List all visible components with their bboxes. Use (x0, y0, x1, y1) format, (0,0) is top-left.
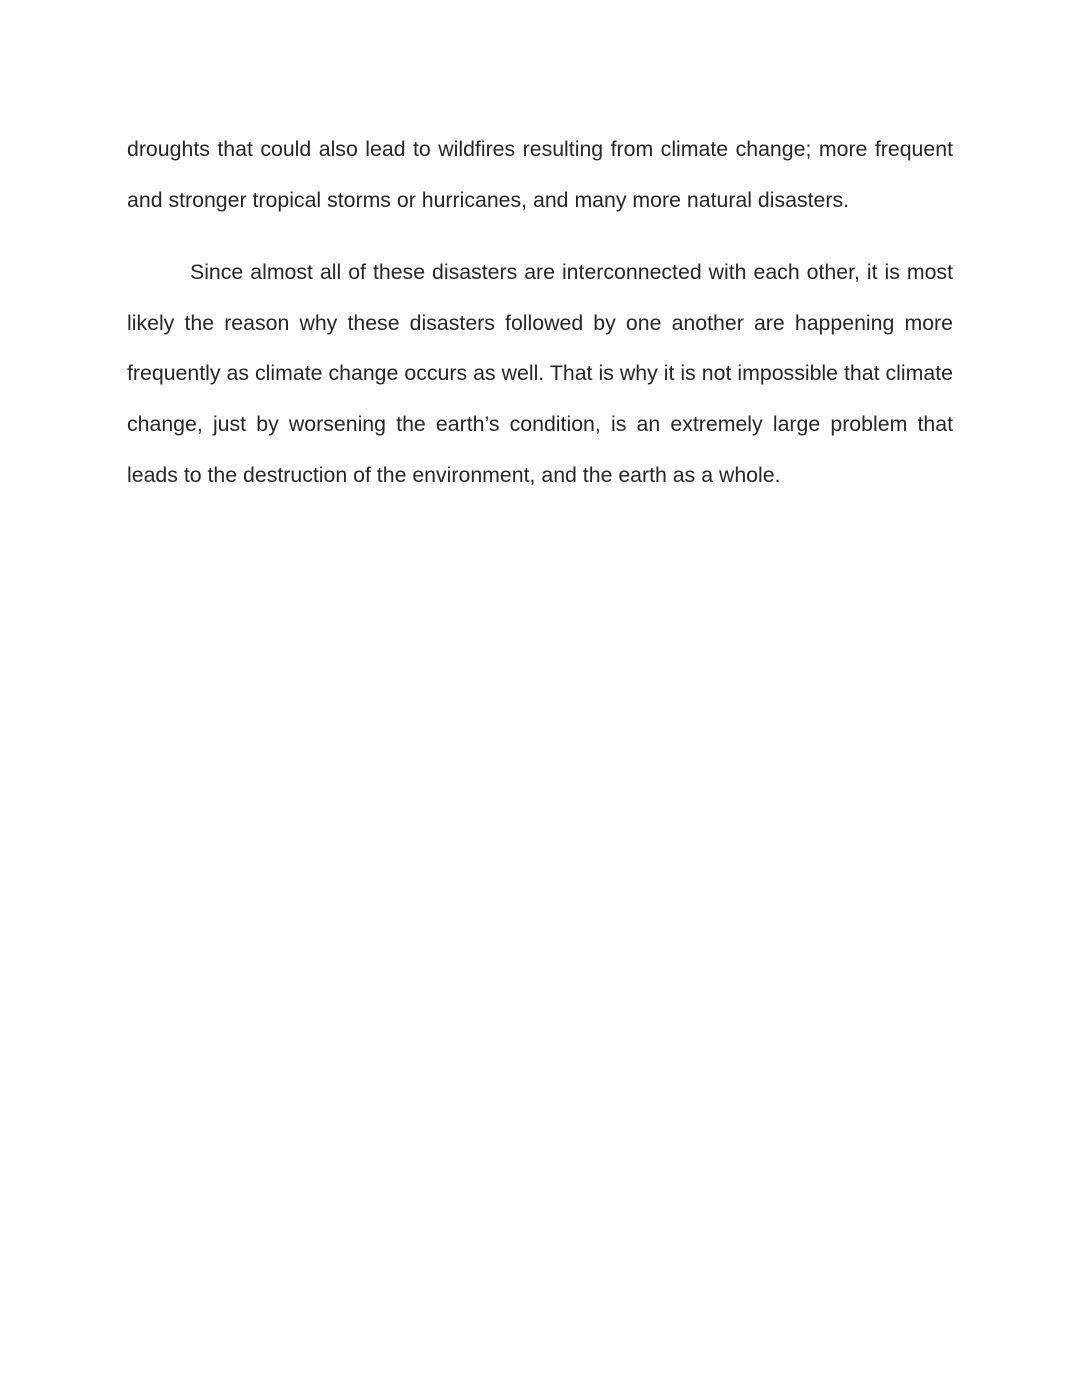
paragraph-conclusion: Since almost all of these disasters are interconnected with each other, it is most likely the reason why these disasters followed by one another are happening more frequently as climate change occurs as well. That is why it is not impossible that climate change, just by worsening the earth’s condition, is an extremely large problem that leads to the destruction of the environment, and the earth as a whole. (127, 260, 953, 487)
document-body (127, 124, 953, 500)
paragraph-continuation: droughts that could also lead to wildfires resulting from climate change; more frequent and stronger tropical storms or hurricanes, and many more natural disasters. (127, 137, 953, 212)
